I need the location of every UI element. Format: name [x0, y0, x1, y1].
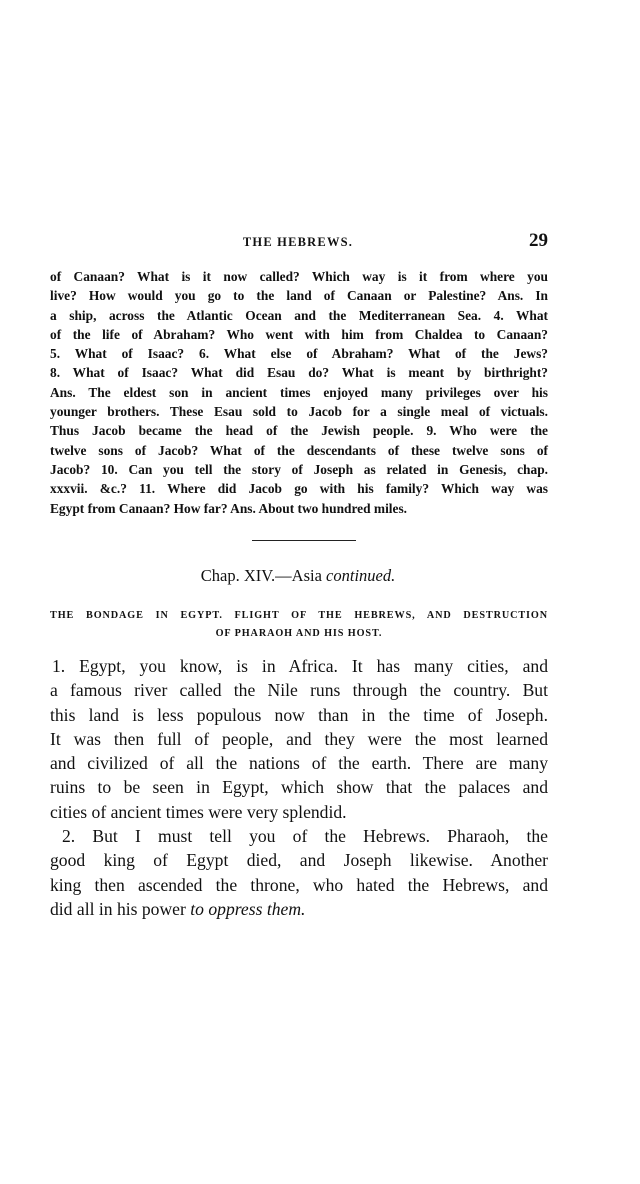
page-number: 29 [529, 230, 548, 251]
body-line: ruins to be seen in Egypt, which show that the palaces and [50, 777, 548, 798]
body-text [50, 654, 548, 921]
subheading-line: THE BONDAGE IN EGYPT. FLIGHT OF THE HEBREWS, AND DESTRUCTION [50, 610, 548, 621]
subheading-line: OF PHARAOH AND HIS HOST. [215, 628, 383, 639]
question-line: 5. What of Isaac? 6. What else of Abraham? What of the Jews? [50, 346, 548, 362]
body-line: this land is less populous now than in the time of Joseph. [50, 704, 548, 725]
body-line: and civilized of all the nations of the earth. There are many [50, 753, 548, 774]
questions-block [50, 267, 548, 518]
question-line: Egypt from Canaan? How far? Ans. About two hundred miles. [50, 500, 408, 516]
chapter-heading [48, 566, 548, 586]
body-line: It was then full of people, and they were the most learned [50, 728, 548, 749]
chapter-subheading [50, 607, 548, 643]
body-line-last-italic: to oppress them. [190, 898, 306, 919]
body-line: 1. Egypt, you know, is in Africa. It has many cities, and [52, 656, 548, 676]
question-line: younger brothers. These Esau sold to Jacob for a single meal of victuals. [50, 404, 548, 420]
body-line-last-prefix: did all in his power [50, 898, 186, 919]
body-line: good king of Egypt died, and Joseph likewise. Another [50, 850, 548, 871]
question-line: 8. What of Isaac? What did Esau do? What is meant by birthright? [50, 365, 548, 381]
question-line: live? How would you go to the land of Canaan or Palestine? Ans. In [50, 288, 548, 304]
question-line: Thus Jacob became the head of the Jewish people. 9. Who were the [50, 423, 548, 439]
body-line: king then ascended the throne, who hated the Hebrews, and [50, 874, 548, 895]
question-line: Ans. The eldest son in ancient times enjoyed many privileges over his [50, 384, 548, 400]
question-line: xxxvii. &c.? 11. Where did Jacob go with his family? Which way was [50, 481, 548, 497]
body-line-last [50, 897, 548, 921]
body-line: cities of ancient times were very splendid. [50, 801, 347, 822]
question-line: of Canaan? What is it now called? Which way is it from where you [50, 269, 548, 284]
running-title: THE HEBREWS. [242, 235, 354, 249]
question-line: a ship, across the Atlantic Ocean and the Mediterranean Sea. 4. What [50, 307, 548, 323]
question-line: of the life of Abraham? Who went with him from Chaldea to Canaan? [50, 326, 548, 342]
body-line: a famous river called the Nile runs through the country. But [50, 680, 548, 701]
section-divider [252, 540, 356, 541]
question-line: Jacob? 10. Can you tell the story of Joseph as related in Genesis, chap. [50, 461, 548, 477]
body-line: 2. But I must tell you of the Hebrews. Pharaoh, the [62, 826, 548, 847]
chapter-heading-prefix: Chap. XIV.—Asia [200, 566, 322, 585]
chapter-heading-suffix: continued. [326, 566, 396, 585]
question-line: twelve sons of Jacob? What of the descendants of these twelve sons of [50, 442, 548, 458]
running-head [48, 230, 548, 252]
